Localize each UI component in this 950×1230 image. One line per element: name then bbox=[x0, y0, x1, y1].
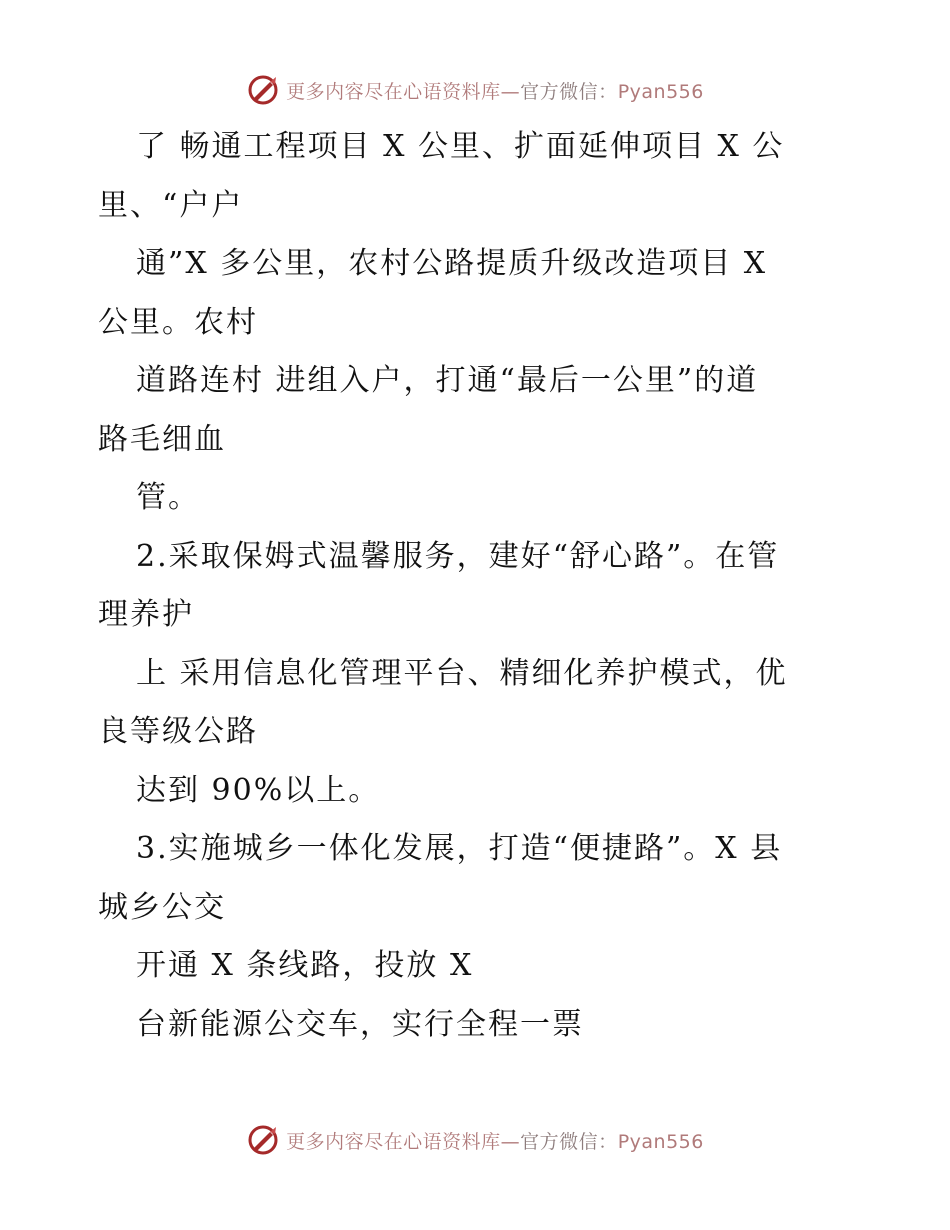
text-line: 管。 bbox=[136, 480, 200, 515]
text-line: 良等级公路 bbox=[98, 714, 258, 749]
text-line: 路毛细血 bbox=[98, 421, 226, 457]
header-banner-text bbox=[286, 77, 704, 104]
footer-banner-main: 更多内容尽在心语资料库— bbox=[286, 1130, 521, 1153]
text-line: 道路连村 进组入户，打通“最后一公里”的道 bbox=[136, 363, 759, 398]
text-line: 了 畅通工程项目 X 公里、扩面延伸项目 X 公 bbox=[136, 129, 785, 164]
footer-banner-wechat-label: 官方微信： bbox=[520, 1130, 618, 1153]
header-banner-wechat-id: Pyan556 bbox=[617, 80, 704, 103]
text-line: 开通 X 条线路，投放 X bbox=[136, 948, 474, 983]
text-line: 通”X 多公里，农村公路提质升级改造项目 X bbox=[136, 246, 768, 281]
footer-banner-wechat-id: Pyan556 bbox=[617, 1130, 704, 1153]
text-line: 台新能源公交车，实行全程一票 bbox=[136, 1006, 584, 1042]
footer-banner-text bbox=[286, 1127, 704, 1154]
text-line: 上 采用信息化管理平台、精细化养护模式，优 bbox=[136, 655, 788, 691]
quill-logo-icon bbox=[246, 73, 280, 107]
text-line: 理养护 bbox=[98, 597, 194, 632]
header-banner-wechat-label: 官方微信： bbox=[520, 80, 618, 103]
header-banner bbox=[0, 70, 950, 110]
text-line: 公里。农村 bbox=[98, 304, 258, 340]
text-line: 城乡公交 bbox=[98, 889, 226, 925]
footer-banner bbox=[0, 1120, 950, 1160]
text-line: 里、“户户 bbox=[98, 187, 244, 223]
text-line: 达到 90%以上。 bbox=[136, 772, 381, 808]
document-body bbox=[98, 118, 858, 1054]
text-line: 3.实施城乡一体化发展，打造“便捷路”。X 县 bbox=[136, 831, 783, 866]
text-line: 2.采取保姆式温馨服务，建好“舒心路”。在管 bbox=[136, 538, 780, 574]
header-banner-main: 更多内容尽在心语资料库— bbox=[286, 80, 521, 103]
quill-logo-icon bbox=[246, 1123, 280, 1157]
